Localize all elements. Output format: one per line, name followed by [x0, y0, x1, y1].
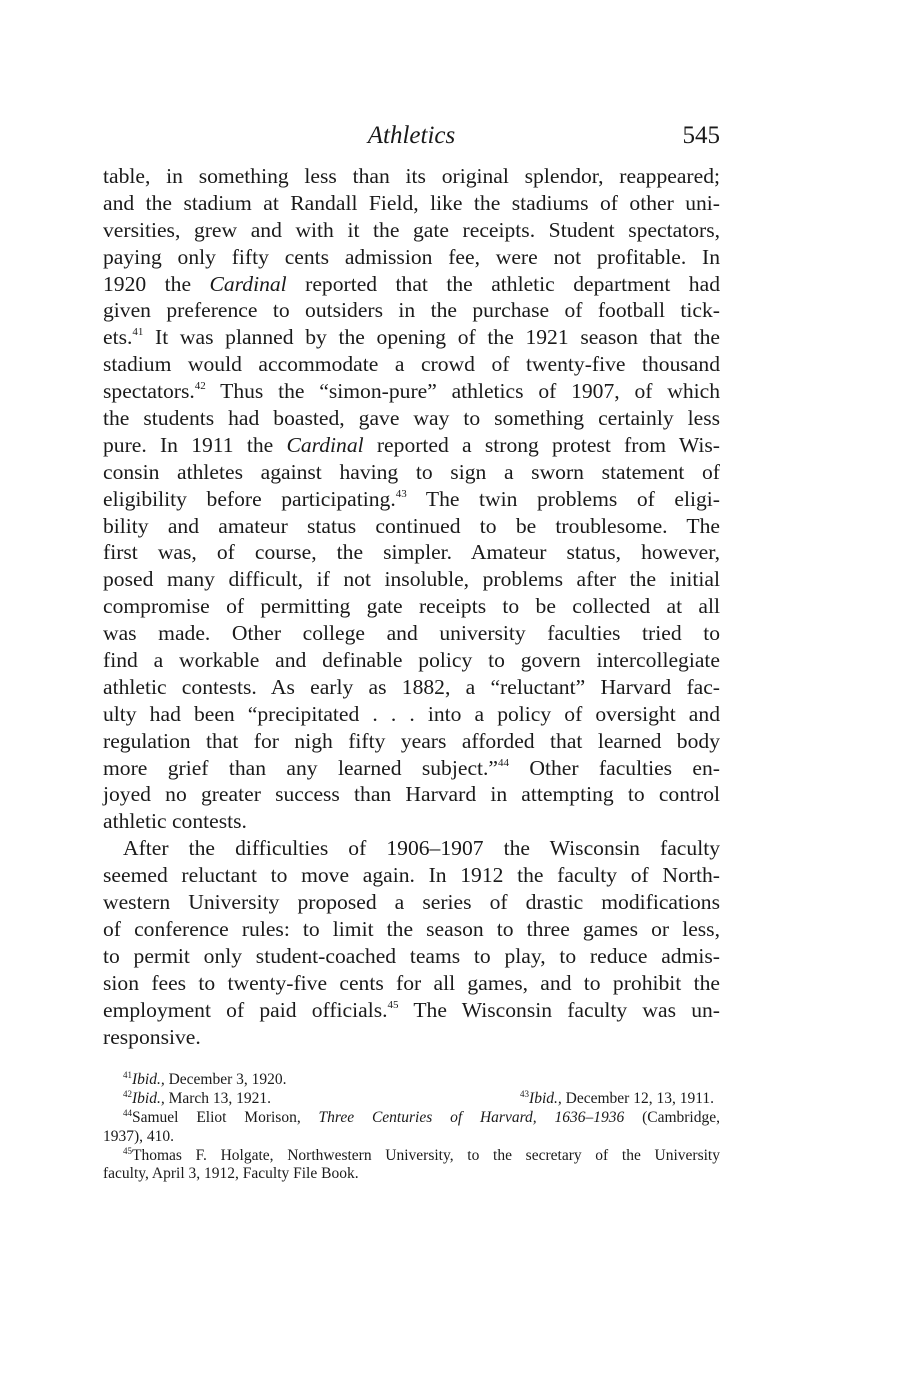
body-line: responsive. [103, 1024, 201, 1049]
body-line: employment of paid officials.$^{45}$ The Wisconsin faculty was un- [103, 997, 720, 1022]
footnote-43: $^{43}$Ibid., December 12, 13, 1911. [520, 1088, 714, 1107]
body-text [103, 163, 720, 1050]
body-line: posed many difficult, if not insoluble, problems after the initial [103, 567, 720, 592]
body-line: the students had boasted, gave way to something certainly less [103, 406, 720, 431]
footnote-45: $^{45}$Thomas F. Holgate, Northwestern University, to the secretary of the University [123, 1145, 720, 1164]
footnotes [103, 1071, 720, 1184]
body-line: find a workable and definable policy to govern intercollegiate [103, 648, 720, 673]
footnote-row-42-43 [103, 1090, 720, 1109]
body-line: ets.$^{41}$ It was planned by the opening of the 1921 season that the [103, 325, 720, 350]
body-line: versities, grew and with it the gate receipts. Student spectators, [103, 217, 720, 242]
body-line: 1920 the Cardinal reported that the athletic department had [103, 271, 720, 296]
footnote-42: $^{42}$Ibid., March 13, 1921. [123, 1088, 272, 1107]
body-line: athletic contests. As early as 1882, a “reluctant” Harvard fac- [103, 674, 720, 699]
footnote-reference: 43 [395, 487, 407, 500]
footnote-41: $^{41}$Ibid., December 3, 1920. [123, 1070, 287, 1088]
body-line: to permit only student-coached teams to play, to reduce admis- [103, 943, 720, 968]
body-line: of conference rules: to limit the season to three games or less, [103, 916, 720, 941]
body-line: regulation that for nigh fifty years afforded that learned body [103, 728, 720, 753]
body-line: paying only fifty cents admission fee, were not profitable. In [103, 244, 720, 269]
body-line: consin athletes against having to sign a sworn statement of [103, 459, 720, 484]
body-line: bility and amateur status continued to be troublesome. The [103, 513, 720, 538]
body-line: seemed reluctant to move again. In 1912 the faculty of North- [103, 863, 720, 888]
body-line: sion fees to twenty-five cents for all games, and to prohibit the [103, 970, 720, 995]
body-line: and the stadium at Randall Field, like the stadiums of other uni- [103, 190, 720, 215]
running-head: Athletics [367, 122, 456, 149]
body-line: was made. Other college and university faculties tried to [103, 621, 720, 646]
body-line: table, in something less than its original splendor, reappeared; [103, 164, 720, 188]
body-line: compromise of permitting gate receipts to be collected at all [103, 594, 720, 619]
footnote-45-continuation: faculty, April 3, 1912, Faculty File Book. [103, 1165, 359, 1183]
body-line: western University proposed a series of drastic modifications [103, 890, 720, 915]
footnote-44-continuation: 1937), 410. [103, 1127, 175, 1145]
body-line: first was, of course, the simpler. Amateur status, however, [103, 540, 720, 565]
body-line: After the difficulties of 1906–1907 the Wisconsin faculty [123, 836, 720, 861]
body-line: pure. In 1911 the Cardinal reported a strong protest from Wis- [103, 432, 720, 457]
body-line: spectators.$^{42}$ Thus the “simon-pure” athletics of 1907, of which [103, 379, 720, 404]
footnote-reference: 41 [132, 326, 144, 339]
footnote-44: $^{44}$Samuel Eliot Morison, Three Centuries of Harvard, 1636–1936 (Cambridge, [123, 1107, 720, 1126]
body-line: ulty had been “precipitated . . . into a policy of oversight and [103, 701, 720, 726]
body-line: given preference to outsiders in the purchase of football tick- [103, 298, 720, 323]
body-line: more grief than any learned subject.”$^{44}$ Other faculties en- [103, 755, 720, 780]
body-line: athletic contests. [103, 809, 247, 834]
page-header [103, 118, 720, 154]
footnote-reference: 42 [194, 380, 206, 393]
page-number: 545 [682, 122, 720, 149]
body-line: eligibility before participating.$^{43}$ The twin problems of eligi- [103, 486, 720, 511]
body-line: stadium would accommodate a crowd of twenty-five thousand [103, 352, 720, 377]
footnote-reference: 45 [387, 998, 399, 1011]
body-line: joyed no greater success than Harvard in attempting to control [103, 782, 720, 807]
footnote-reference: 44 [498, 756, 510, 769]
